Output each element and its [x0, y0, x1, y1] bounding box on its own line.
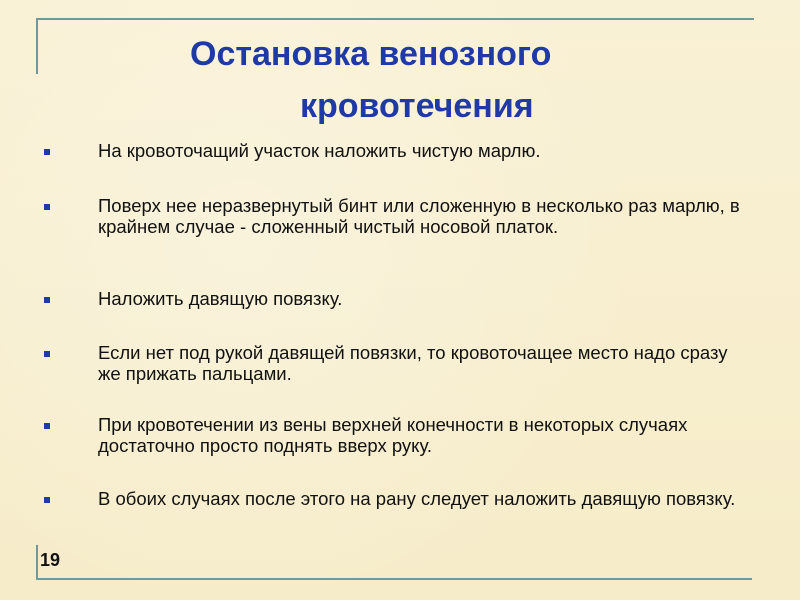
- square-bullet-icon: [44, 149, 50, 155]
- frame-bottom-line: [36, 578, 752, 580]
- page-number: 19: [40, 550, 61, 570]
- square-bullet-icon: [44, 351, 50, 357]
- slide-title-line-1: Остановка венозного: [190, 35, 552, 73]
- bullet-text: При кровотечении из вены верхней конечности в некоторых случаях достаточно просто поднять вверх руку.: [98, 414, 688, 456]
- bullet-text: В обоих случаях после этого на рану следует наложить давящую повязку.: [98, 488, 736, 509]
- bullet-text: Если нет под рукой давящей повязки, то кровоточащее место надо сразу же прижать пальцами.: [98, 342, 728, 384]
- bullet-text: На кровоточащий участок наложить чистую марлю.: [98, 140, 541, 161]
- bullet-text: Наложить давящую повязку.: [98, 288, 343, 309]
- slide-title-line-2: кровотечения: [300, 87, 534, 125]
- square-bullet-icon: [44, 497, 50, 503]
- bullet-text: Поверх нее неразвернутый бинт или сложенную в несколько раз марлю, в крайнем случае - сложенный чистый носовой платок.: [98, 195, 740, 237]
- frame-left-line: [36, 18, 38, 74]
- frame-top-line: [36, 18, 754, 20]
- square-bullet-icon: [44, 204, 50, 210]
- square-bullet-icon: [44, 423, 50, 429]
- frame-bottom-left-line: [36, 545, 38, 579]
- square-bullet-icon: [44, 297, 50, 303]
- slide-title: [190, 28, 710, 132]
